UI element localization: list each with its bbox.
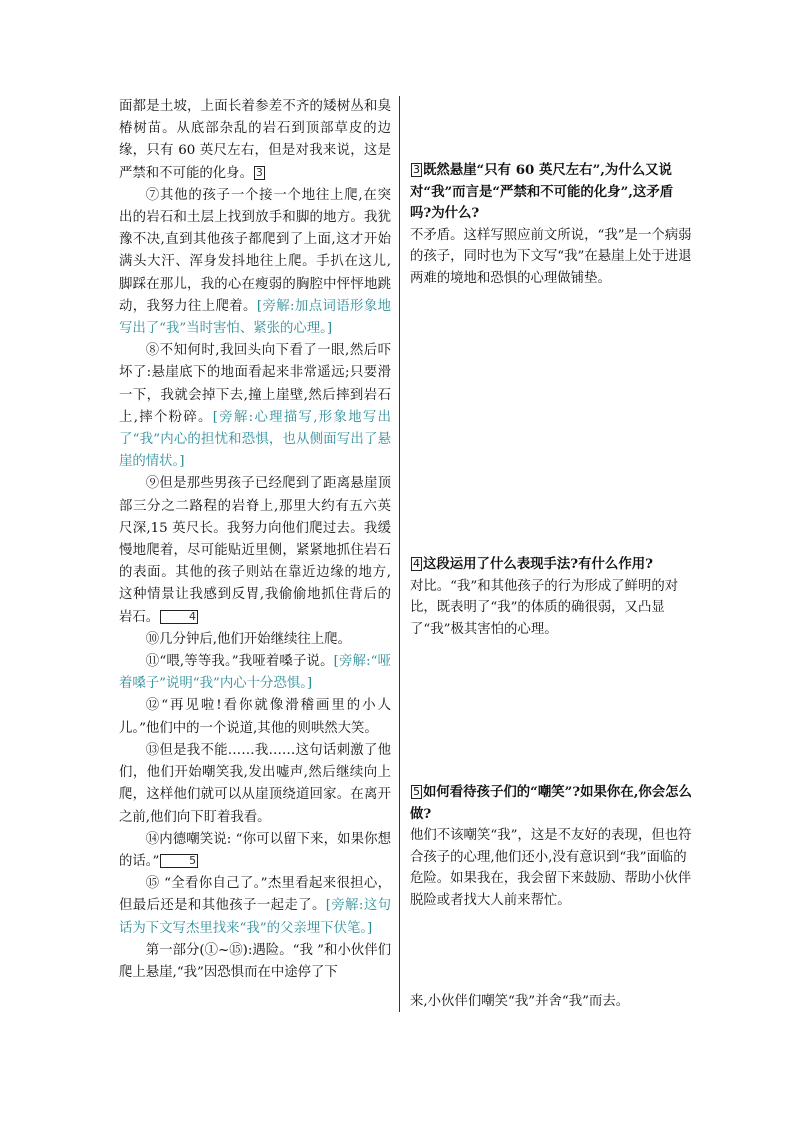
answer-3: 不矛盾。这样写照应前文所说，“我”是一个病弱的孩子，同时也为下文写“我”在悬崖上处于进退两难的境地和恐惧的心理做铺垫。 <box>410 227 692 286</box>
paragraph-8: ⑧不知何时,我回头向下看了一眼,然后吓坏了:悬崖底下的地面看起来非常遥远;只要滑一下，我就会掉下去,撞上崖壁,然后摔到岩石上,摔个粉碎。[旁解:心理描写,形象地写出了“我”内心的担忧和恐惧，也从侧面写出了悬崖的情状。] <box>119 343 391 470</box>
question-number-5: 5 <box>413 785 420 798</box>
paragraph-14: ⑭内德嘲笑说: “你可以留下来，如果你想的话。” 5 <box>119 831 391 869</box>
answer-5: 他们不该嘲笑“我”，这是不友好的表现，但也符合孩子的心理,他们还小,没有意识到“我”面临的危险。如果我在，我会留下来鼓励、帮助小伙伴脱险或者找大人前来帮忙。 <box>410 828 692 908</box>
paragraph-15: ⑮ “全看你自己了。”杰里看起来很担心，但最后还是和其他孩子一起走了。[旁解:这句话为下文写杰里找来“我”的父亲埋下伏笔。] <box>119 876 391 936</box>
question-number-3: 3 <box>413 163 420 176</box>
question-4: 4 这段运用了什么表现手法?有什么作用? <box>413 556 653 572</box>
annotation-8: [旁解:心理描写,形象地写出了“我”内心的担忧和恐惧，也从侧面写出了悬崖的情状。] <box>119 409 391 470</box>
question-marker-3: 3 <box>255 165 263 179</box>
paragraph-12: ⑫“再见啦!看你就像滑稽画里的小人儿。”他们中的一个说道,其他的则哄然大笑。 <box>119 698 391 736</box>
question-3: 3 既然悬崖“只有 60 英尺左右”,为什么又说对“我”而言是“严禁和不可能的化身”,这矛盾吗?为什么? <box>410 162 674 221</box>
answer-4: 对比。“我”和其他孩子的行为形成了鲜明的对比，既表明了“我”的体质的确很弱，又凸显了“我”极其害怕的心理。 <box>410 578 679 637</box>
question-block-5 <box>410 782 692 911</box>
main-text-column <box>119 96 391 984</box>
question-block-4 <box>410 554 692 640</box>
paragraph-7: ⑦其他的孩子一个接一个地往上爬,在突出的岩石和土层上找到放手和脚的地方。我犹豫不决,直到其他孩子都爬到了上面,这才开始满头大汗、浑身发抖地往上爬。手扒在这儿,脚踩在那儿，我的心在瘦弱的胸腔中怦怦地跳动，我努力往上爬着。[旁解:加点词语形象地写出了“我”当时害怕、紧张的心理。] <box>119 187 391 337</box>
paragraph-11: ⑪“喂,等等我。”我哑着嗓子说。[旁解:“哑着嗓子”说明“我”内心十分恐惧。] <box>119 654 391 692</box>
column-divider <box>399 96 400 1012</box>
question-block-3 <box>410 160 692 289</box>
paragraph-13: ⑬但是我不能……我……这句话刺激了他们，他们开始嘲笑我,发出嘘声,然后继续向上爬，这样他们就可以从崖顶绕道回家。在离开之前,他们向下盯着我看。 <box>119 742 391 825</box>
paragraph-9: ⑨但是那些男孩子已经爬到了距离悬崖顶部三分之二路程的岩脊上,那里大约有五六英尺深,15 英尺长。我努力向他们爬过去。我缓慢地爬着，尽可能贴近里侧，紧紧地抓住岩石的表面。其他的孩子则站在靠近边缘的地方,这种情景让我感到反胃,我偷偷地抓住背后的岩石。 4 <box>119 476 391 625</box>
annotation-11: [旁解:“哑着嗓子”说明“我”内心十分恐惧。] <box>119 654 391 692</box>
question-marker-4: 4 <box>160 610 198 624</box>
annotation-7: [旁解:加点词语形象地写出了“我”当时害怕、紧张的心理。] <box>119 298 391 337</box>
section-summary: 第一部分(①~⑮):遇险。“我 ”和小伙伴们爬上悬崖,“我”因恐惧而在中途停了下 <box>119 942 391 980</box>
question-marker-5: 5 <box>160 854 198 868</box>
question-5: 5 如何看待孩子们的“嘲笑”?如果你在,你会怎么做? <box>410 784 692 822</box>
paragraph-10: ⑩几分钟后,他们开始继续往上爬。 <box>145 631 351 647</box>
annotation-15: [旁解:这句话为下文写杰里找来“我”的父亲埋下伏笔。] <box>119 898 391 936</box>
question-number-4: 4 <box>413 557 420 570</box>
paragraph-6-end: 面都是土坡，上面长着参差不齐的矮树丛和臭椿树苗。从底部杂乱的岩石到顶部草皮的边缘，只有 60 英尺左右，但是对我来说，这是严禁和不可能的化身。 3 <box>119 99 391 181</box>
summary-continuation: 来,小伙伴们嘲笑“我”并舍“我”而去。 <box>410 994 630 1009</box>
